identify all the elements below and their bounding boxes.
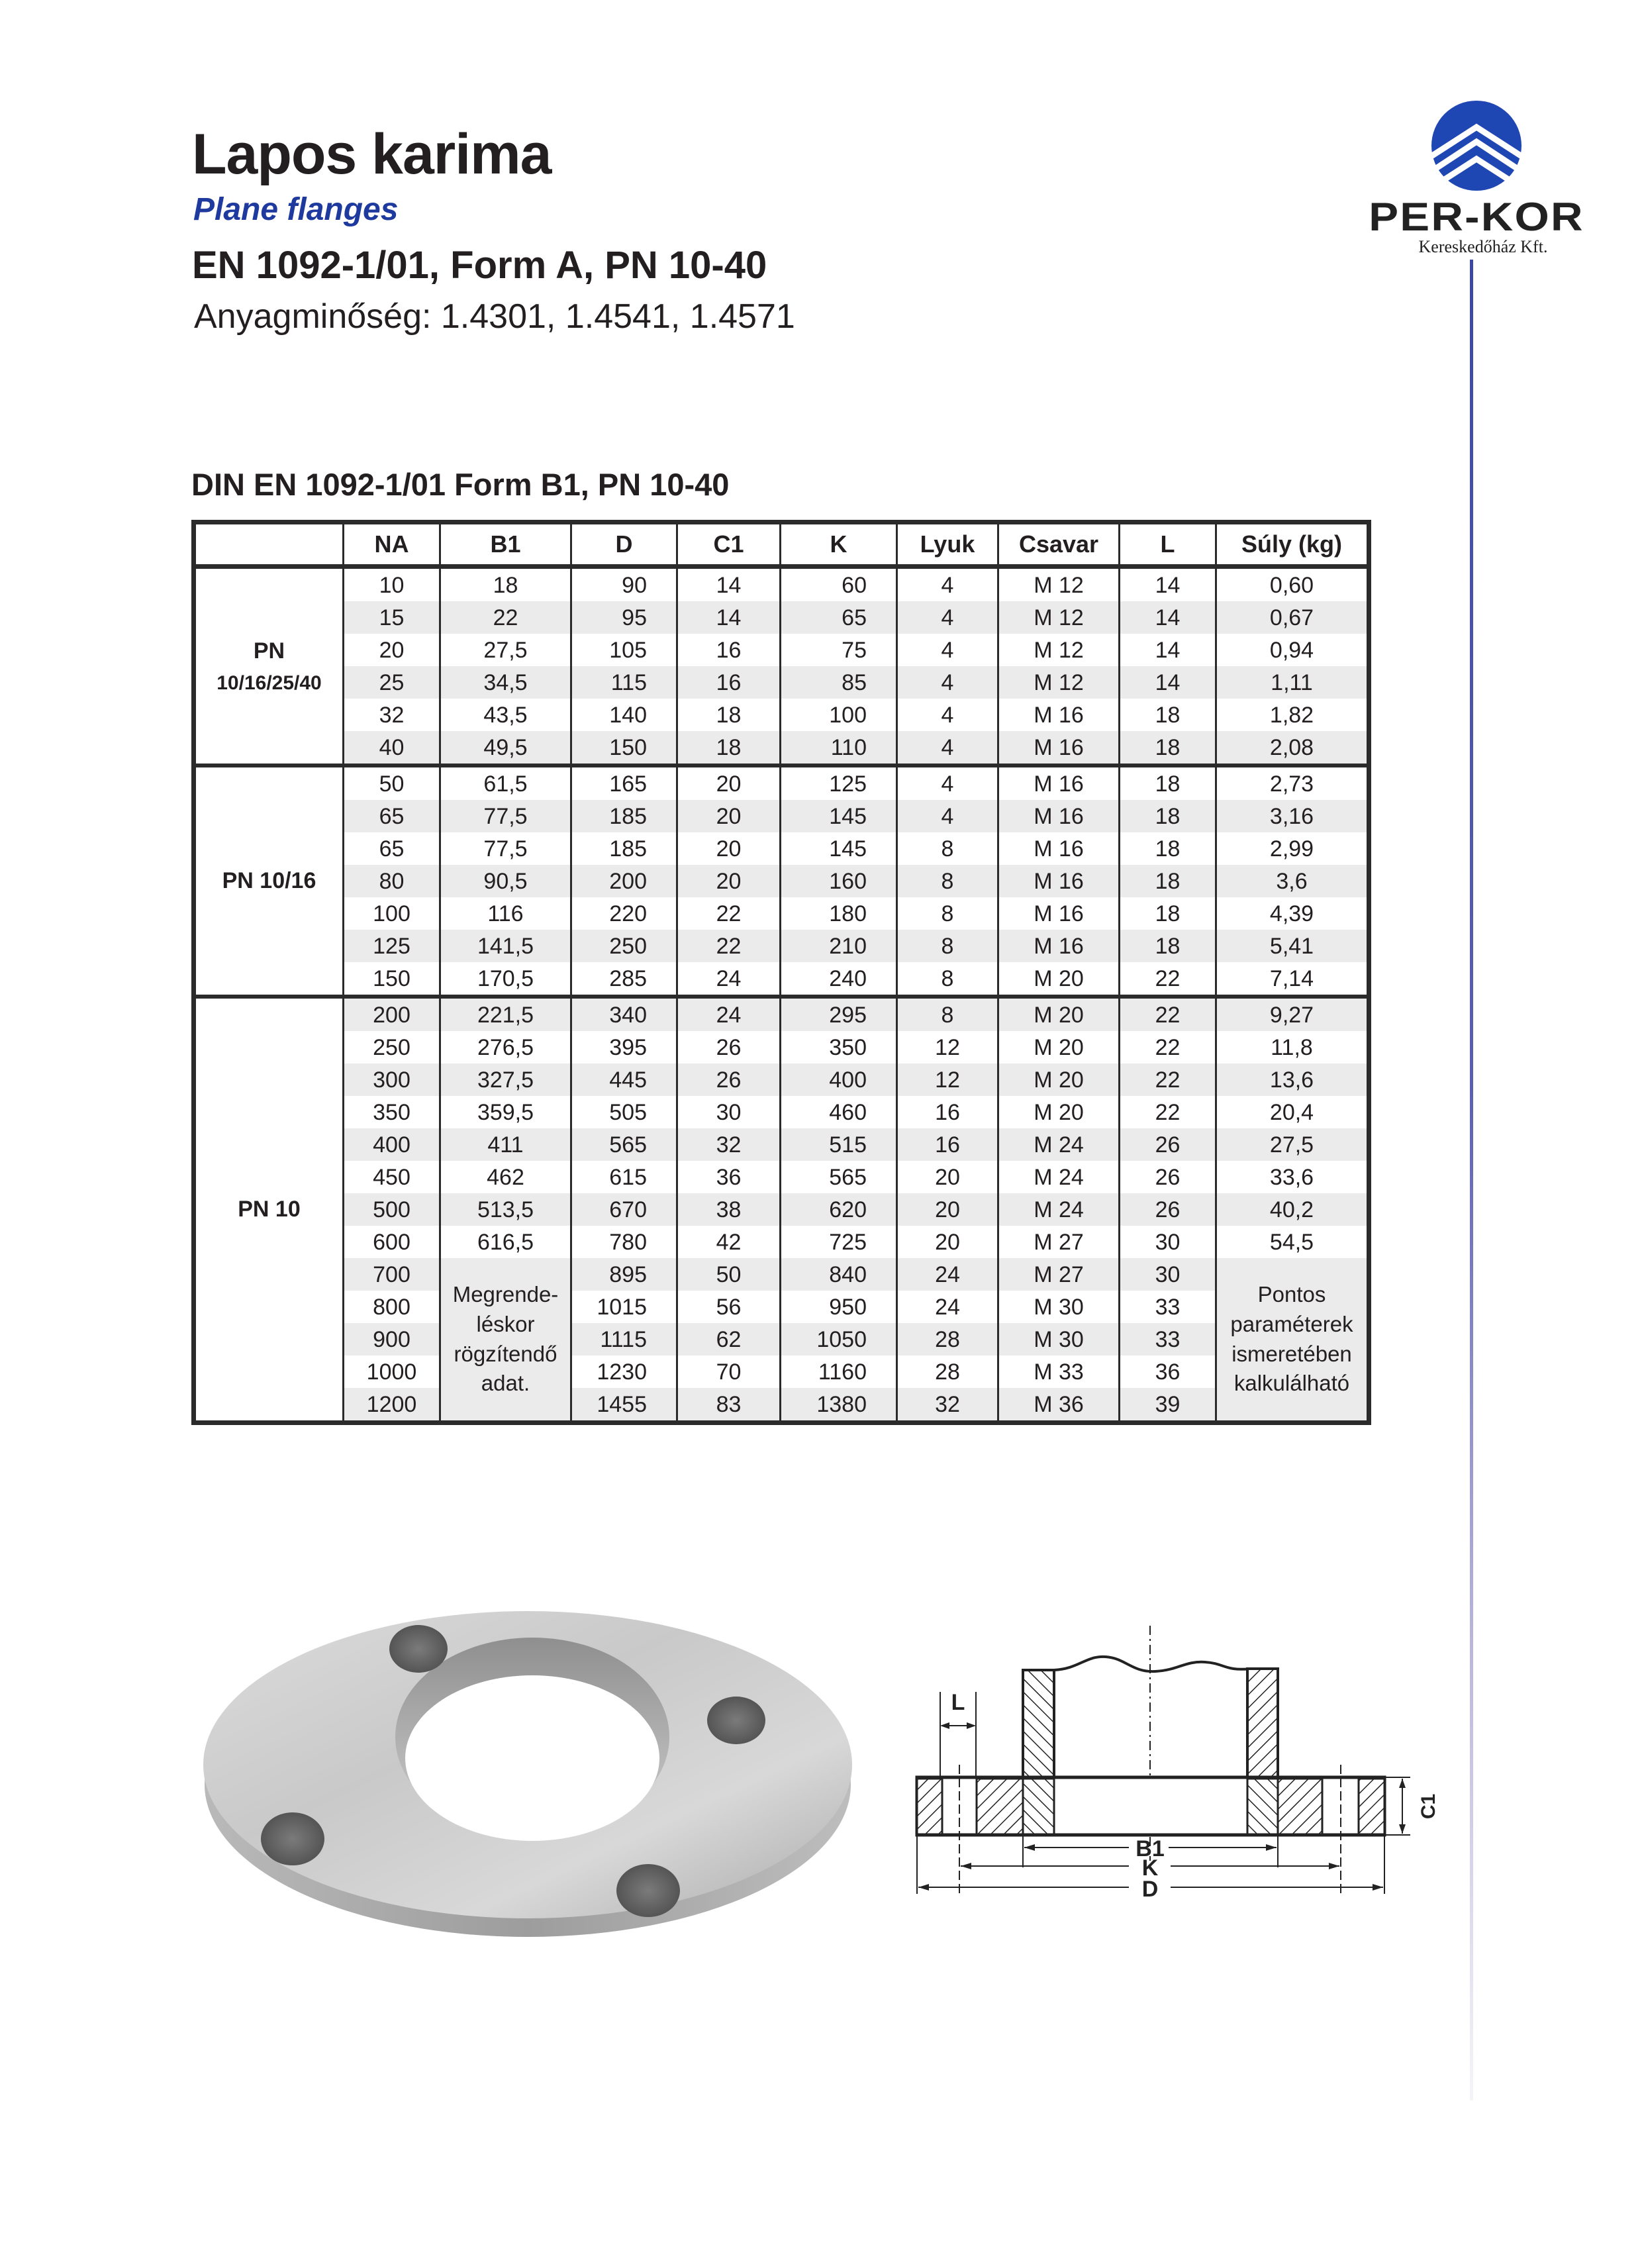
cell-c1: 16 bbox=[677, 666, 781, 699]
table-row bbox=[194, 930, 1369, 962]
cell-k: 85 bbox=[781, 666, 897, 699]
cell-c1: 62 bbox=[677, 1323, 781, 1356]
cell-csavar: M 16 bbox=[998, 897, 1120, 930]
cell-d: 150 bbox=[571, 731, 677, 765]
cell-d: 395 bbox=[571, 1031, 677, 1063]
cell-suly: 9,27 bbox=[1216, 997, 1369, 1031]
cell-na: 10 bbox=[344, 567, 440, 602]
table-row bbox=[194, 1128, 1369, 1161]
cell-l: 14 bbox=[1120, 567, 1216, 602]
cell-b1: 411 bbox=[440, 1128, 571, 1161]
cell-csavar: M 20 bbox=[998, 1096, 1120, 1128]
cell-csavar: M 30 bbox=[998, 1323, 1120, 1356]
cell-l: 14 bbox=[1120, 601, 1216, 634]
table-row bbox=[194, 1291, 1369, 1323]
cell-lyuk: 12 bbox=[897, 1063, 998, 1096]
cell-b1: 34,5 bbox=[440, 666, 571, 699]
cell-csavar: M 16 bbox=[998, 699, 1120, 731]
cell-na: 200 bbox=[344, 997, 440, 1031]
cell-d: 615 bbox=[571, 1161, 677, 1193]
cell-b1: 77,5 bbox=[440, 800, 571, 832]
cell-suly: 4,39 bbox=[1216, 897, 1369, 930]
cell-d: 220 bbox=[571, 897, 677, 930]
cell-lyuk: 24 bbox=[897, 1258, 998, 1291]
cell-c1: 32 bbox=[677, 1128, 781, 1161]
dim-label-k: K bbox=[1141, 1855, 1159, 1881]
cell-suly: 3,16 bbox=[1216, 800, 1369, 832]
cell-lyuk: 8 bbox=[897, 897, 998, 930]
cell-b1: 170,5 bbox=[440, 962, 571, 997]
cell-csavar: M 16 bbox=[998, 930, 1120, 962]
cell-b1: 616,5 bbox=[440, 1226, 571, 1258]
cell-c1: 36 bbox=[677, 1161, 781, 1193]
cell-lyuk: 4 bbox=[897, 634, 998, 666]
cell-b1: 276,5 bbox=[440, 1031, 571, 1063]
cell-c1: 18 bbox=[677, 731, 781, 765]
table-row bbox=[194, 962, 1369, 997]
table-row bbox=[194, 731, 1369, 765]
cell-c1: 56 bbox=[677, 1291, 781, 1323]
table-row bbox=[194, 699, 1369, 731]
cell-l: 22 bbox=[1120, 1063, 1216, 1096]
col-header-suly: Súly (kg) bbox=[1216, 522, 1369, 567]
cell-k: 565 bbox=[781, 1161, 897, 1193]
pressure-group-label: PN 10/16 bbox=[194, 765, 344, 997]
cell-na: 20 bbox=[344, 634, 440, 666]
cell-b1: 43,5 bbox=[440, 699, 571, 731]
cell-na: 125 bbox=[344, 930, 440, 962]
cell-c1: 24 bbox=[677, 997, 781, 1031]
cell-csavar: M 16 bbox=[998, 865, 1120, 897]
cell-k: 60 bbox=[781, 567, 897, 602]
table-row bbox=[194, 832, 1369, 865]
cell-l: 18 bbox=[1120, 832, 1216, 865]
page-title: Lapos karima bbox=[192, 123, 552, 186]
cell-d: 340 bbox=[571, 997, 677, 1031]
table-row bbox=[194, 897, 1369, 930]
table-row bbox=[194, 1226, 1369, 1258]
group-label-line2: 10/16/25/40 bbox=[217, 672, 322, 694]
table-header-row bbox=[194, 522, 1369, 567]
cell-na: 300 bbox=[344, 1063, 440, 1096]
cell-b1: 221,5 bbox=[440, 997, 571, 1031]
cell-c1: 14 bbox=[677, 567, 781, 602]
cell-k: 125 bbox=[781, 765, 897, 800]
cell-c1: 14 bbox=[677, 601, 781, 634]
table-title: DIN EN 1092-1/01 Form B1, PN 10-40 bbox=[191, 467, 730, 502]
cell-b1: 90,5 bbox=[440, 865, 571, 897]
cell-l: 33 bbox=[1120, 1291, 1216, 1323]
cell-d: 1115 bbox=[571, 1323, 677, 1356]
cell-lyuk: 16 bbox=[897, 1096, 998, 1128]
cell-suly: 11,8 bbox=[1216, 1031, 1369, 1063]
cell-l: 22 bbox=[1120, 962, 1216, 997]
col-header-b1: B1 bbox=[440, 522, 571, 567]
cell-suly: 2,73 bbox=[1216, 765, 1369, 800]
cell-na: 50 bbox=[344, 765, 440, 800]
cell-lyuk: 4 bbox=[897, 800, 998, 832]
cell-k: 145 bbox=[781, 800, 897, 832]
cell-na: 600 bbox=[344, 1226, 440, 1258]
cell-lyuk: 24 bbox=[897, 1291, 998, 1323]
cell-b1: 513,5 bbox=[440, 1193, 571, 1226]
cell-na: 150 bbox=[344, 962, 440, 997]
cell-na: 900 bbox=[344, 1323, 440, 1356]
cell-lyuk: 8 bbox=[897, 962, 998, 997]
cell-l: 22 bbox=[1120, 997, 1216, 1031]
cell-suly: 40,2 bbox=[1216, 1193, 1369, 1226]
cell-na: 100 bbox=[344, 897, 440, 930]
dim-label-c1: C1 bbox=[1418, 1793, 1439, 1820]
cell-lyuk: 8 bbox=[897, 930, 998, 962]
cell-suly: 33,6 bbox=[1216, 1161, 1369, 1193]
table-row bbox=[194, 800, 1369, 832]
col-header-lyuk: Lyuk bbox=[897, 522, 998, 567]
cell-d: 250 bbox=[571, 930, 677, 962]
cell-csavar: M 24 bbox=[998, 1128, 1120, 1161]
cell-csavar: M 36 bbox=[998, 1388, 1120, 1423]
cell-c1: 24 bbox=[677, 962, 781, 997]
table-row bbox=[194, 1258, 1369, 1291]
cell-c1: 83 bbox=[677, 1388, 781, 1423]
cell-d: 185 bbox=[571, 800, 677, 832]
cell-suly: 20,4 bbox=[1216, 1096, 1369, 1128]
cell-k: 460 bbox=[781, 1096, 897, 1128]
company-logo-name: PER-KOR bbox=[1369, 195, 1584, 239]
cell-d: 200 bbox=[571, 865, 677, 897]
cell-l: 22 bbox=[1120, 1031, 1216, 1063]
cell-lyuk: 8 bbox=[897, 865, 998, 897]
cell-c1: 18 bbox=[677, 699, 781, 731]
cell-lyuk: 8 bbox=[897, 997, 998, 1031]
table-row bbox=[194, 997, 1369, 1031]
table-row bbox=[194, 1323, 1369, 1356]
decorative-vertical-line bbox=[1470, 260, 1473, 2100]
cell-k: 65 bbox=[781, 601, 897, 634]
cell-l: 14 bbox=[1120, 666, 1216, 699]
cell-l: 18 bbox=[1120, 897, 1216, 930]
cell-l: 22 bbox=[1120, 1096, 1216, 1128]
cell-d: 95 bbox=[571, 601, 677, 634]
cell-d: 670 bbox=[571, 1193, 677, 1226]
cell-suly: 0,60 bbox=[1216, 567, 1369, 602]
table-row bbox=[194, 1031, 1369, 1063]
cell-na: 32 bbox=[344, 699, 440, 731]
cell-k: 75 bbox=[781, 634, 897, 666]
dim-label-d: D bbox=[1141, 1877, 1159, 1902]
cell-lyuk: 16 bbox=[897, 1128, 998, 1161]
flange-spec-table bbox=[191, 520, 1371, 1425]
cell-k: 180 bbox=[781, 897, 897, 930]
dim-label-l: L bbox=[951, 1690, 965, 1715]
cell-b1: 49,5 bbox=[440, 731, 571, 765]
table-row bbox=[194, 634, 1369, 666]
cell-suly: 54,5 bbox=[1216, 1226, 1369, 1258]
cell-na: 15 bbox=[344, 601, 440, 634]
cell-csavar: M 16 bbox=[998, 731, 1120, 765]
cell-l: 30 bbox=[1120, 1258, 1216, 1291]
cell-k: 295 bbox=[781, 997, 897, 1031]
cell-csavar: M 12 bbox=[998, 666, 1120, 699]
cell-lyuk: 28 bbox=[897, 1323, 998, 1356]
table-row bbox=[194, 1356, 1369, 1388]
pressure-group-label: PN 10 bbox=[194, 997, 344, 1423]
cell-c1: 20 bbox=[677, 800, 781, 832]
cell-k: 350 bbox=[781, 1031, 897, 1063]
cell-d: 140 bbox=[571, 699, 677, 731]
cell-suly: 0,94 bbox=[1216, 634, 1369, 666]
table-row bbox=[194, 1193, 1369, 1226]
cell-na: 25 bbox=[344, 666, 440, 699]
cell-csavar: M 20 bbox=[998, 962, 1120, 997]
cell-b1: 27,5 bbox=[440, 634, 571, 666]
cell-csavar: M 16 bbox=[998, 800, 1120, 832]
cell-k: 840 bbox=[781, 1258, 897, 1291]
cell-b1: 462 bbox=[440, 1161, 571, 1193]
cell-l: 39 bbox=[1120, 1388, 1216, 1423]
cell-k: 100 bbox=[781, 699, 897, 731]
cell-d: 185 bbox=[571, 832, 677, 865]
cell-na: 1200 bbox=[344, 1388, 440, 1423]
cell-na: 800 bbox=[344, 1291, 440, 1323]
cell-d: 565 bbox=[571, 1128, 677, 1161]
cell-d: 105 bbox=[571, 634, 677, 666]
table-row bbox=[194, 1096, 1369, 1128]
cell-c1: 22 bbox=[677, 897, 781, 930]
table-row bbox=[194, 666, 1369, 699]
cell-c1: 50 bbox=[677, 1258, 781, 1291]
cell-b1: 116 bbox=[440, 897, 571, 930]
cell-k: 240 bbox=[781, 962, 897, 997]
cell-c1: 16 bbox=[677, 634, 781, 666]
table-row bbox=[194, 865, 1369, 897]
table-row bbox=[194, 567, 1369, 602]
cell-b1: 327,5 bbox=[440, 1063, 571, 1096]
cell-k: 400 bbox=[781, 1063, 897, 1096]
cell-csavar: M 27 bbox=[998, 1226, 1120, 1258]
cell-l: 26 bbox=[1120, 1161, 1216, 1193]
cell-suly: 5,41 bbox=[1216, 930, 1369, 962]
group-label-line1: PN bbox=[253, 638, 285, 664]
cell-d: 1455 bbox=[571, 1388, 677, 1423]
cell-c1: 26 bbox=[677, 1031, 781, 1063]
cell-l: 33 bbox=[1120, 1323, 1216, 1356]
cell-csavar: M 27 bbox=[998, 1258, 1120, 1291]
cell-k: 1160 bbox=[781, 1356, 897, 1388]
cell-c1: 26 bbox=[677, 1063, 781, 1096]
table-row bbox=[194, 1161, 1369, 1193]
material-grades: Anyagminőség: 1.4301, 1.4541, 1.4571 bbox=[194, 297, 795, 336]
dim-label-b1: B1 bbox=[1135, 1836, 1165, 1861]
cell-c1: 20 bbox=[677, 865, 781, 897]
cell-suly: 1,82 bbox=[1216, 699, 1369, 731]
cell-d: 505 bbox=[571, 1096, 677, 1128]
table-row bbox=[194, 765, 1369, 800]
cell-l: 18 bbox=[1120, 765, 1216, 800]
cell-suly: 7,14 bbox=[1216, 962, 1369, 997]
cell-lyuk: 20 bbox=[897, 1226, 998, 1258]
table-row bbox=[194, 1388, 1369, 1423]
cell-d: 895 bbox=[571, 1258, 677, 1291]
cell-c1: 20 bbox=[677, 832, 781, 865]
cell-na: 1000 bbox=[344, 1356, 440, 1388]
cell-c1: 70 bbox=[677, 1356, 781, 1388]
col-header-group bbox=[194, 522, 344, 567]
cell-suly: 13,6 bbox=[1216, 1063, 1369, 1096]
cell-na: 500 bbox=[344, 1193, 440, 1226]
cell-na: 65 bbox=[344, 800, 440, 832]
cell-lyuk: 4 bbox=[897, 567, 998, 602]
cell-suly: 0,67 bbox=[1216, 601, 1369, 634]
cell-k: 110 bbox=[781, 731, 897, 765]
cell-b1: 22 bbox=[440, 601, 571, 634]
cell-c1: 30 bbox=[677, 1096, 781, 1128]
cell-na: 80 bbox=[344, 865, 440, 897]
cell-l: 36 bbox=[1120, 1356, 1216, 1388]
cell-d: 445 bbox=[571, 1063, 677, 1096]
cell-suly: 2,08 bbox=[1216, 731, 1369, 765]
cell-csavar: M 24 bbox=[998, 1161, 1120, 1193]
cell-na: 250 bbox=[344, 1031, 440, 1063]
cell-k: 950 bbox=[781, 1291, 897, 1323]
cell-lyuk: 12 bbox=[897, 1031, 998, 1063]
cell-b1: 77,5 bbox=[440, 832, 571, 865]
cell-na: 350 bbox=[344, 1096, 440, 1128]
pressure-group-label bbox=[194, 567, 344, 766]
cell-l: 18 bbox=[1120, 865, 1216, 897]
cell-na: 65 bbox=[344, 832, 440, 865]
cell-lyuk: 4 bbox=[897, 666, 998, 699]
cell-lyuk: 28 bbox=[897, 1356, 998, 1388]
cell-d: 780 bbox=[571, 1226, 677, 1258]
cell-csavar: M 12 bbox=[998, 601, 1120, 634]
standard-heading: EN 1092-1/01, Form A, PN 10-40 bbox=[192, 244, 767, 287]
cell-d: 90 bbox=[571, 567, 677, 602]
cell-d: 165 bbox=[571, 765, 677, 800]
cell-l: 18 bbox=[1120, 930, 1216, 962]
cell-l: 26 bbox=[1120, 1128, 1216, 1161]
company-logo-subtitle: Kereskedőház Kft. bbox=[1418, 237, 1548, 256]
b1-note-cell: Megrende- léskor rögzítendő adat. bbox=[440, 1258, 571, 1423]
cell-suly: 1,11 bbox=[1216, 666, 1369, 699]
flange-photo bbox=[193, 1566, 879, 1950]
cell-k: 210 bbox=[781, 930, 897, 962]
cell-csavar: M 16 bbox=[998, 765, 1120, 800]
cell-l: 14 bbox=[1120, 634, 1216, 666]
cell-c1: 22 bbox=[677, 930, 781, 962]
cell-l: 26 bbox=[1120, 1193, 1216, 1226]
cell-lyuk: 4 bbox=[897, 601, 998, 634]
cell-na: 700 bbox=[344, 1258, 440, 1291]
cell-k: 1050 bbox=[781, 1323, 897, 1356]
cell-lyuk: 8 bbox=[897, 832, 998, 865]
cell-csavar: M 33 bbox=[998, 1356, 1120, 1388]
cell-csavar: M 20 bbox=[998, 1063, 1120, 1096]
col-header-na: NA bbox=[344, 522, 440, 567]
cell-d: 285 bbox=[571, 962, 677, 997]
cell-csavar: M 24 bbox=[998, 1193, 1120, 1226]
cell-b1: 61,5 bbox=[440, 765, 571, 800]
cell-csavar: M 30 bbox=[998, 1291, 1120, 1323]
cell-suly: 2,99 bbox=[1216, 832, 1369, 865]
cell-k: 620 bbox=[781, 1193, 897, 1226]
table-row bbox=[194, 601, 1369, 634]
cell-suly: 27,5 bbox=[1216, 1128, 1369, 1161]
cell-l: 18 bbox=[1120, 800, 1216, 832]
cell-csavar: M 20 bbox=[998, 997, 1120, 1031]
cell-na: 450 bbox=[344, 1161, 440, 1193]
cell-lyuk: 4 bbox=[897, 731, 998, 765]
cell-b1: 18 bbox=[440, 567, 571, 602]
cell-k: 725 bbox=[781, 1226, 897, 1258]
cell-c1: 38 bbox=[677, 1193, 781, 1226]
cell-d: 115 bbox=[571, 666, 677, 699]
cell-lyuk: 4 bbox=[897, 765, 998, 800]
col-header-k: K bbox=[781, 522, 897, 567]
cell-c1: 42 bbox=[677, 1226, 781, 1258]
cell-l: 30 bbox=[1120, 1226, 1216, 1258]
cell-csavar: M 12 bbox=[998, 567, 1120, 602]
cell-l: 18 bbox=[1120, 699, 1216, 731]
col-header-csavar: Csavar bbox=[998, 522, 1120, 567]
table-row bbox=[194, 1063, 1369, 1096]
cell-lyuk: 20 bbox=[897, 1193, 998, 1226]
cell-lyuk: 20 bbox=[897, 1161, 998, 1193]
cell-d: 1230 bbox=[571, 1356, 677, 1388]
col-header-d: D bbox=[571, 522, 677, 567]
cell-na: 40 bbox=[344, 731, 440, 765]
cell-lyuk: 32 bbox=[897, 1388, 998, 1423]
cell-d: 1015 bbox=[571, 1291, 677, 1323]
weight-note-cell: Pontos paraméterek ismeretében kalkulálható bbox=[1216, 1258, 1369, 1423]
col-header-l: L bbox=[1120, 522, 1216, 567]
cell-c1: 20 bbox=[677, 765, 781, 800]
page-subtitle: Plane flanges bbox=[193, 192, 399, 227]
cell-k: 1380 bbox=[781, 1388, 897, 1423]
cell-csavar: M 12 bbox=[998, 634, 1120, 666]
cell-k: 515 bbox=[781, 1128, 897, 1161]
cell-lyuk: 4 bbox=[897, 699, 998, 731]
cell-suly: 3,6 bbox=[1216, 865, 1369, 897]
cell-l: 18 bbox=[1120, 731, 1216, 765]
cell-b1: 141,5 bbox=[440, 930, 571, 962]
cell-na: 400 bbox=[344, 1128, 440, 1161]
cell-csavar: M 16 bbox=[998, 832, 1120, 865]
cell-csavar: M 20 bbox=[998, 1031, 1120, 1063]
flange-cross-section-diagram bbox=[907, 1616, 1463, 1907]
cell-k: 145 bbox=[781, 832, 897, 865]
col-header-c1: C1 bbox=[677, 522, 781, 567]
cell-b1: 359,5 bbox=[440, 1096, 571, 1128]
cell-k: 160 bbox=[781, 865, 897, 897]
